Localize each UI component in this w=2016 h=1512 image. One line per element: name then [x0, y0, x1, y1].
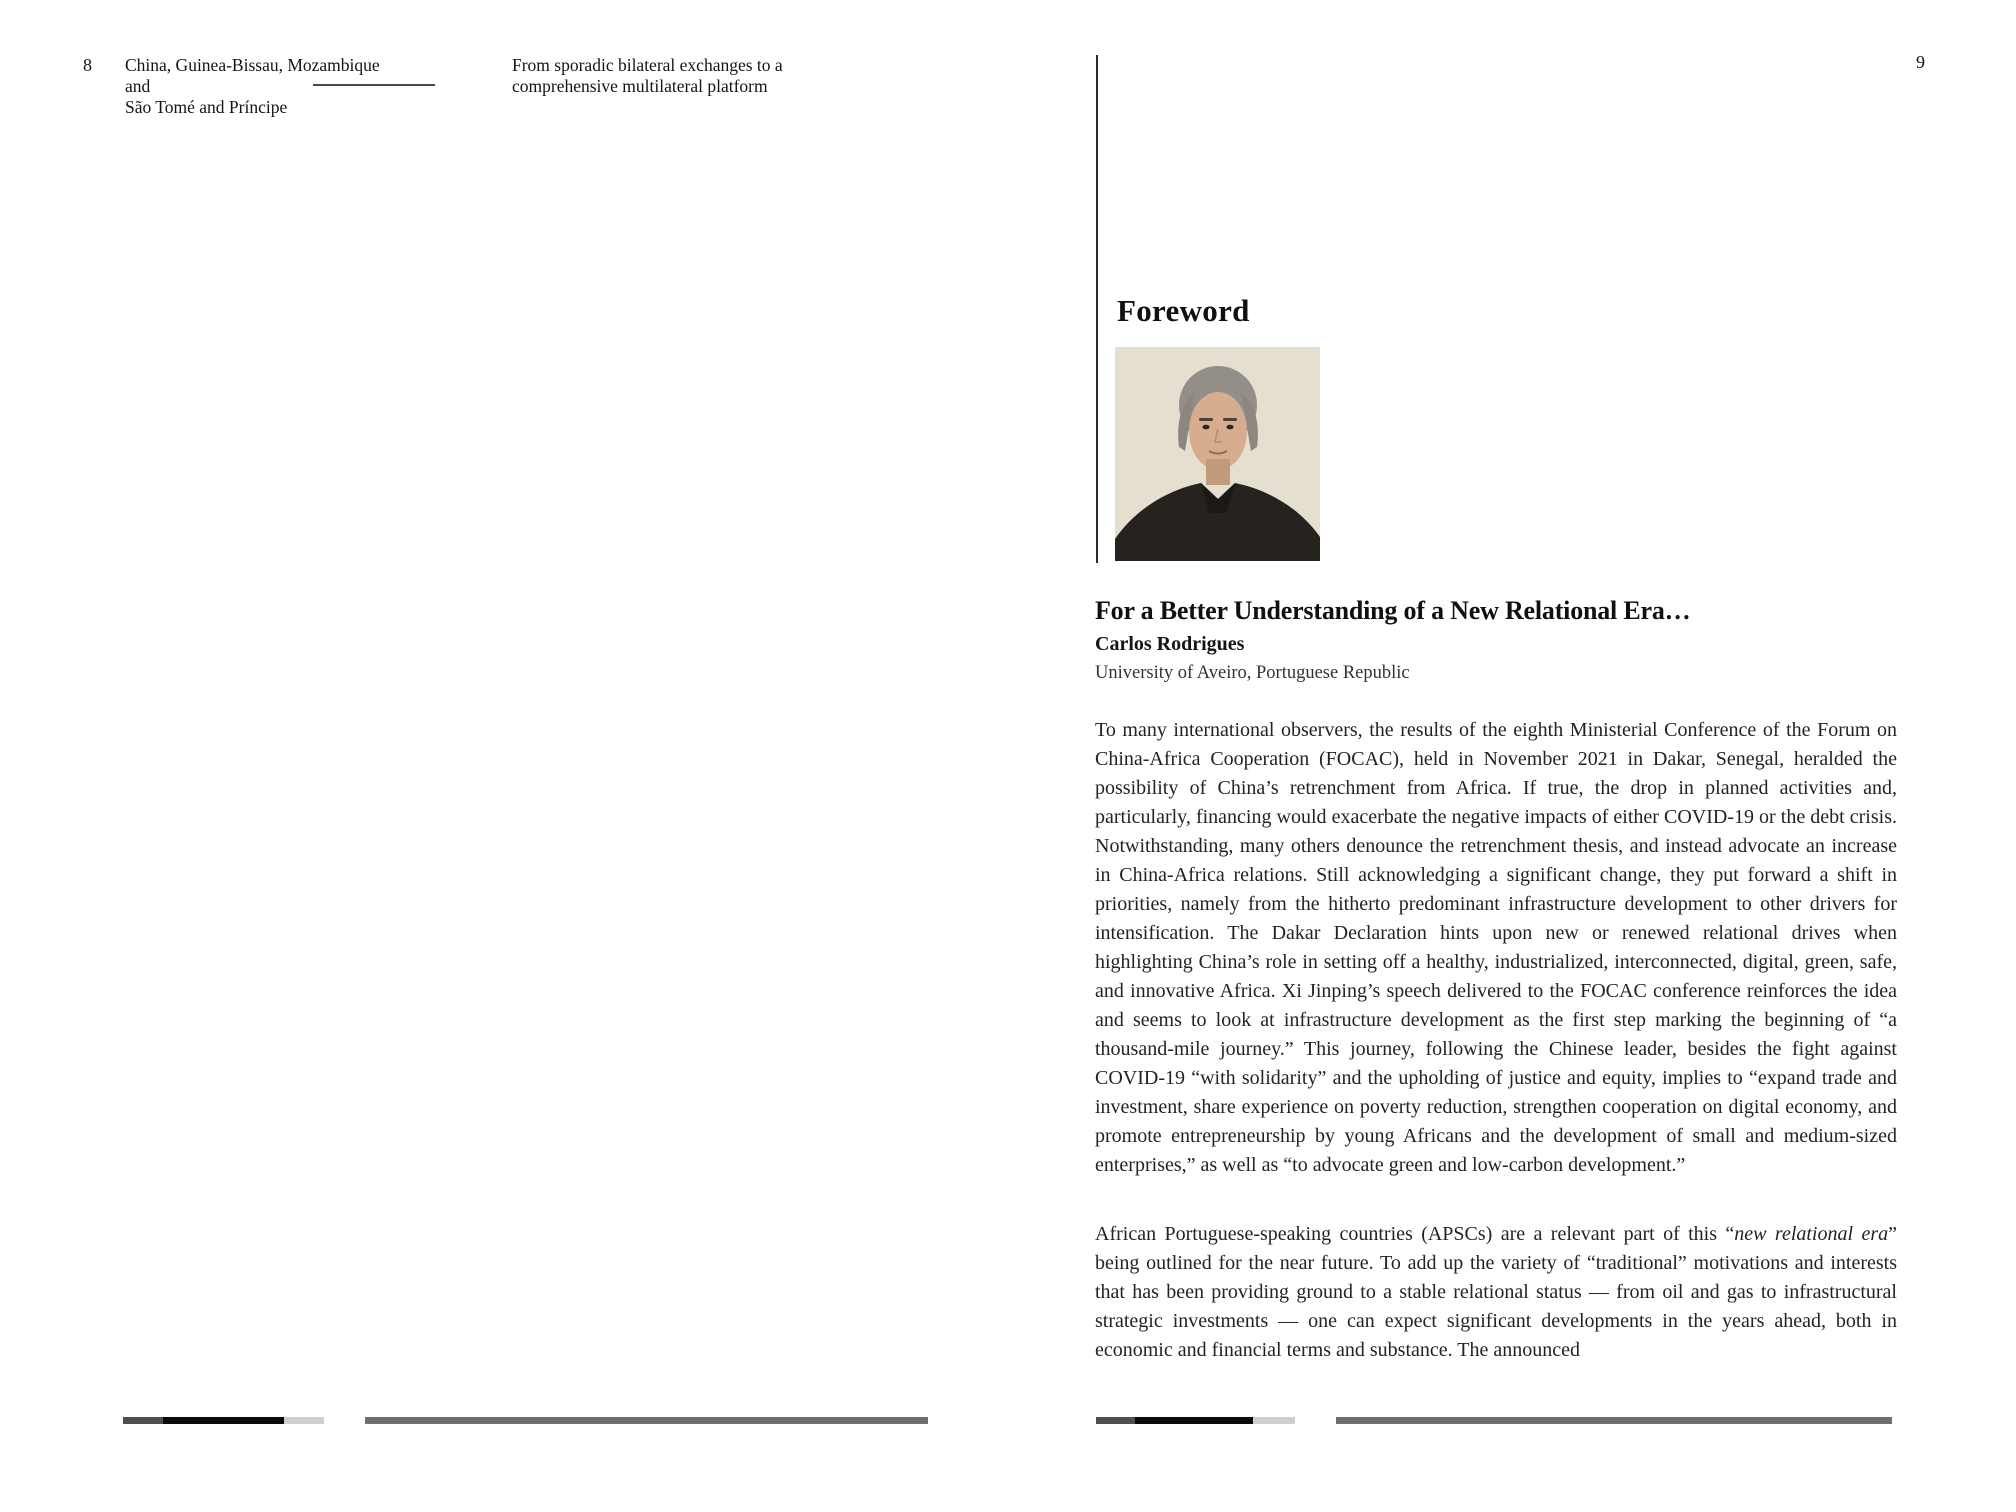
article-affiliation: University of Aveiro, Portuguese Republic [1095, 663, 1410, 683]
progress-bar-right-segment-dark [1096, 1417, 1135, 1424]
article-paragraphs [1095, 716, 1897, 1405]
progress-bar-left-segment-dark [123, 1417, 163, 1424]
left-running-subheader [512, 55, 832, 97]
section-heading-foreword: Foreword [1117, 293, 1250, 328]
left-running-header [125, 55, 385, 118]
chapter-subtitle-line1: From sporadic bilateral exchanges to a [512, 55, 783, 75]
chapter-title-line1: China, Guinea-Bissau, Mozambique and [125, 55, 380, 96]
chapter-title-line2: São Tomé and Príncipe [125, 97, 288, 117]
portrait-photo-image [1115, 347, 1320, 561]
article-author: Carlos Rodrigues [1095, 633, 1245, 655]
progress-bar-right-segment-light [1253, 1417, 1295, 1424]
paragraph: African Portuguese-speaking countries (APSCs) are a relevant part of this “new relational era” being outlined for the near future. To add up the variety of “traditional” motivations and interests that has been providing ground to a stable relational status — from oil and gas to infrastructural strategic investments — one can expect significant developments in the years ahead, both in economic and financial terms and substance. The announced [1095, 1223, 1897, 1361]
paragraph: To many international observers, the results of the eighth Ministerial Conference of the Forum on China-Africa Cooperation (FOCAC), held in November 2021 in Dakar, Senegal, heralded the possibility of China’s retrenchment from Africa. If true, the drop in planned activities and, particularly, financing would exacerbate the negative impacts of either COVID-19 or the debt crisis. Notwithstanding, many others denounce the retrenchment thesis, and instead advocate an increase in China-Africa relations. Still acknowledging a significant change, they put forward a shift in priorities, namely from the hitherto predominant infrastructure development to other drivers for intensification. The Dakar Declaration hints upon new or renewed relational drives when highlighting China’s role in setting off a healthy, industrialized, interconnected, digital, green, safe, and innovative Africa. Xi Jinping’s speech delivered to the FOCAC conference reinforces the idea and seems to look at infrastructure development as the first step marking the beginning of “a thousand-mile journey.” This journey, following the Chinese leader, besides the fight against COVID-19 “with solidarity” and the upholding of justice and equity, implies to “expand trade and investment, share experience on poverty reduction, strengthen cooperation on digital economy, and promote entrepreneurship by young Africans and the development of small and medium-sized enterprises,” as well as “to advocate green and low-carbon development.” [1095, 719, 1897, 1176]
header-rule [313, 84, 435, 86]
portrait-photo [1115, 347, 1320, 561]
left-page-number: 8 [83, 55, 92, 75]
chapter-subtitle-line2: comprehensive multilateral platform [512, 76, 768, 96]
article-title-block [1095, 596, 1905, 684]
vertical-divider-line [1096, 55, 1098, 563]
right-page-number: 9 [1916, 52, 1925, 72]
progress-bar-left-segment-black [163, 1417, 284, 1424]
article-title: For a Better Understanding of a New Relational Era… [1095, 596, 1691, 625]
progress-bar-left-segment-light [284, 1417, 324, 1424]
progress-bar-right-long [1336, 1417, 1892, 1424]
progress-bar-right-segment-black [1135, 1417, 1253, 1424]
progress-bar-left-long [365, 1417, 928, 1424]
